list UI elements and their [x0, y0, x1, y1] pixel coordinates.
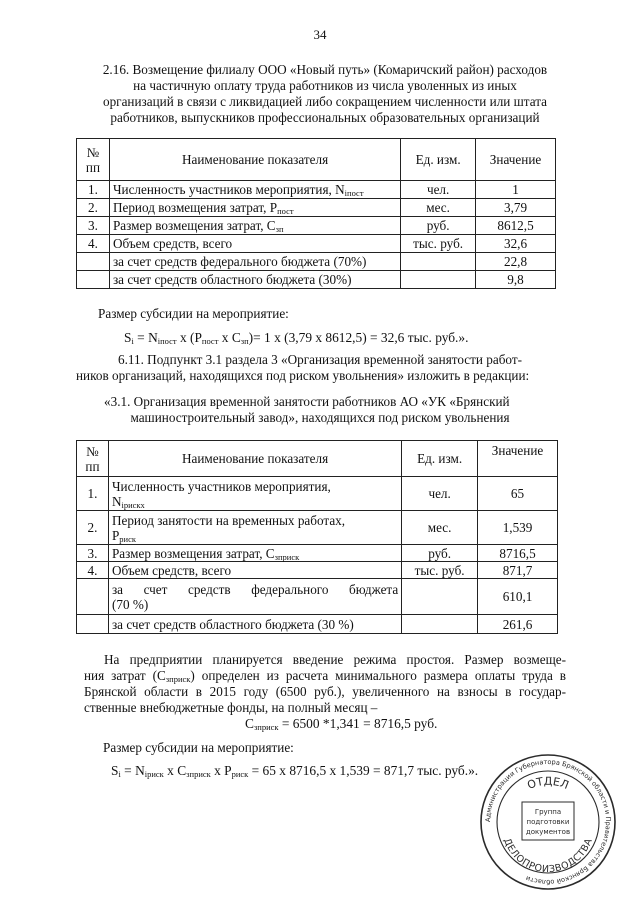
row-name: Объем средств, всего	[109, 235, 400, 253]
row-name: Период занятости на временных работах, $Р_{риск}$	[108, 511, 401, 545]
subsidy-label-1: Размер субсидии на мероприятие:	[98, 306, 289, 321]
table-header-row	[77, 441, 558, 477]
text-line: «3.1. Организация временной занятости работников АО «УК «Брянский	[104, 394, 510, 409]
heading-line: 2.16. Возмещение филиалу ООО «Новый путь» (Комаричский район) расходов	[102, 62, 548, 77]
table-row	[77, 579, 558, 615]
table-row	[77, 511, 558, 545]
header-value: Значение	[476, 139, 556, 181]
row-value: 32,6	[476, 235, 556, 253]
row-name: за счет средств федерального бюджета (70%)	[109, 253, 400, 271]
row-value: 1	[476, 181, 556, 199]
row-num: 4.	[77, 235, 110, 253]
section-heading-2-16	[60, 62, 590, 126]
row-unit	[402, 579, 478, 615]
header-value: Значение	[478, 441, 558, 477]
stamp-bottom-text: ДЕЛОПРОИЗВОДСТВА	[501, 836, 595, 876]
text-line: Брянской области в 2015 году (6500 руб.), увеличенного на взносы в государ-	[84, 684, 566, 699]
row-name: Объем средств, всего	[108, 562, 401, 579]
row-name: Численность участников мероприятия, $N_{іпост}$	[109, 181, 400, 199]
subsidy-formula-1: $S_i = N_{іпост}$ x ($Р_{пост}$ x $С_{зп})= 1$ x (3,79 x 8612,5) = 32,6 тыс. руб.».	[124, 330, 469, 346]
indicators-table-2	[76, 440, 558, 634]
row-unit: тыс. руб.	[402, 562, 478, 579]
stamp-title: ОТДЕЛ	[525, 774, 571, 792]
header-num: № пп	[77, 441, 109, 477]
row-unit	[402, 615, 478, 634]
row-value: 610,1	[478, 579, 558, 615]
stamp-line: подготовки	[526, 818, 570, 826]
section-6-11-text	[76, 352, 564, 384]
text-line: 6.11. Подпункт 3.1 раздела 3 «Организация временной занятости работ-	[118, 352, 522, 367]
quote-3-1	[76, 394, 564, 426]
heading-line: организаций в связи с ликвидацией либо сокращением численности или штата	[102, 94, 548, 109]
row-unit	[401, 271, 476, 289]
row-unit: чел.	[401, 181, 476, 199]
department-stamp	[478, 752, 618, 892]
row-unit: руб.	[401, 217, 476, 235]
text-line: На предприятии планируется введение режима простоя. Размер возмеще-	[104, 652, 566, 667]
row-value: 8716,5	[478, 545, 558, 562]
table-row	[77, 545, 558, 562]
heading-line: на частичную оплату труда работников из числа уволенных из иных	[133, 78, 517, 93]
stamp-line: Группа	[534, 808, 562, 816]
row-name: Период возмещения затрат, $Р_{пост}$	[109, 199, 400, 217]
page-number: 34	[313, 27, 327, 42]
row-name: Численность участников мероприятия, $N_{ірискx}$	[108, 477, 401, 511]
row-num: 1.	[77, 181, 110, 199]
text-line: ственные внебюджетные фонды, на полный месяц –	[84, 700, 378, 715]
row-value: 8612,5	[476, 217, 556, 235]
row-value: 9,8	[476, 271, 556, 289]
row-name: за счет средств областного бюджета (30%)	[109, 271, 400, 289]
table-row	[77, 615, 558, 634]
row-value: 65	[478, 477, 558, 511]
row-name: за счет средств федерального бюджета (70 %)	[108, 579, 401, 615]
header-unit: Ед. изм.	[402, 441, 478, 477]
cost-calculation: $С_{зприск} = 6500$ *1,341 = 8716,5 руб.	[245, 716, 438, 732]
stamp-line: документов	[525, 828, 571, 836]
header-name: Наименование показателя	[109, 139, 400, 181]
row-name: за счет средств областного бюджета (30 %)	[108, 615, 401, 634]
row-value: 22,8	[476, 253, 556, 271]
row-value: 871,7	[478, 562, 558, 579]
row-name: Размер возмещения затрат, $С_{зприск}$	[108, 545, 401, 562]
stamp-ring-text: Администрации Губернатора Брянской области и Правительства Брянской области	[483, 757, 613, 887]
row-unit: мес.	[402, 511, 478, 545]
row-num: 3.	[77, 545, 109, 562]
row-num	[77, 579, 109, 615]
table-row	[77, 235, 556, 253]
row-num: 1.	[77, 477, 109, 511]
row-unit: тыс. руб.	[401, 235, 476, 253]
row-num	[77, 271, 110, 289]
row-unit: руб.	[402, 545, 478, 562]
table-row	[77, 181, 556, 199]
text-line: ников организаций, находящихся под риском увольнения» изложить в редакции:	[76, 368, 530, 383]
row-num: 3.	[77, 217, 110, 235]
row-unit	[401, 253, 476, 271]
row-num	[77, 253, 110, 271]
row-num: 2.	[77, 199, 110, 217]
heading-line: работников, выпускников профессиональных образовательных организаций	[110, 110, 540, 125]
row-num	[77, 615, 109, 634]
row-value: 3,79	[476, 199, 556, 217]
row-num: 4.	[77, 562, 109, 579]
row-num: 2.	[77, 511, 109, 545]
table-row	[77, 199, 556, 217]
header-unit: Ед. изм.	[401, 139, 476, 181]
row-value: 261,6	[478, 615, 558, 634]
table-row	[77, 562, 558, 579]
table-row	[77, 217, 556, 235]
table-row	[77, 477, 558, 511]
row-unit: чел.	[402, 477, 478, 511]
subsidy-formula-2: $S_i = N_{іриск}$ x $С_{зприск}$ x $Р_{риск} = 65$ x 8716,5 x 1,539 = 871,7 тыс. руб.».	[111, 763, 479, 779]
indicators-table-1	[76, 138, 556, 289]
subsidy-label-2: Размер субсидии на мероприятие:	[103, 740, 294, 755]
header-name: Наименование показателя	[108, 441, 401, 477]
text-line: ния затрат $(С_{зприск})$ определен из расчета минимального размера оплаты труда в	[84, 668, 566, 684]
table-header-row	[77, 139, 556, 181]
downtime-paragraph	[84, 652, 566, 716]
row-value: 1,539	[478, 511, 558, 545]
row-name: Размер возмещения затрат, $С_{зп}$	[109, 217, 400, 235]
table-row	[77, 271, 556, 289]
text-line: машиностроительный завод», находящихся под риском увольнения	[130, 410, 510, 425]
table-row	[77, 253, 556, 271]
row-unit: мес.	[401, 199, 476, 217]
header-num: № пп	[77, 139, 110, 181]
